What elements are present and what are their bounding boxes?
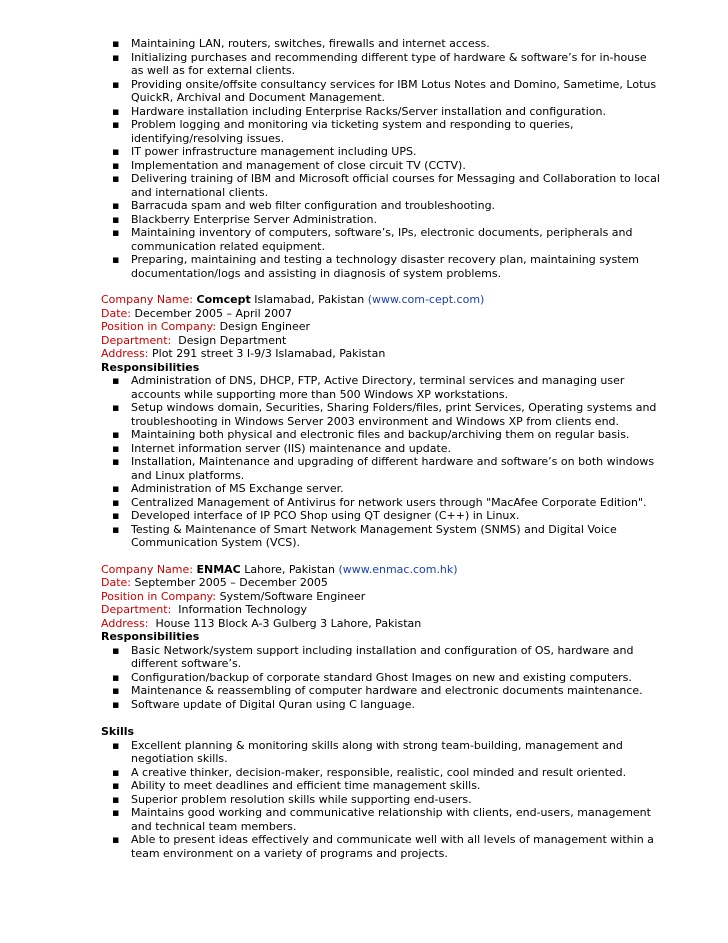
company-label: Company Name: — [101, 293, 193, 306]
company-label: Company Name: — [101, 562, 193, 576]
address-value: House 113 Block A-3 Gulberg 3 Lahore, Pakistan — [148, 616, 422, 630]
list-item: ▪ Administration of DNS, DHCP, FTP, Active Directory, terminal services and managing user accounts while supporting more than 500 Windows XP workstations. — [101, 374, 661, 401]
list-item: ▪ Maintains good working and communicative relationship with clients, end-users, management and technical team members. — [101, 806, 661, 833]
department-value: Design Department — [171, 333, 287, 347]
list-item: ▪ Initializing purchases and recommending different type of hardware & software’s for in-house as well as for external clients. — [101, 51, 661, 78]
list-item: ▪ IT power infrastructure management including UPS. — [101, 145, 661, 159]
company-location: Lahore, Pakistan — [240, 562, 339, 576]
address-value: Plot 291 street 3 I-9/3 Islamabad, Pakistan — [148, 347, 386, 360]
company-name: Comcept — [196, 293, 251, 306]
date-value: December 2005 – April 2007 — [131, 306, 293, 320]
skills-heading: Skills — [101, 725, 135, 738]
list-item: ▪ Basic Network/system support including installation and configuration of OS, hardware and different software’s. — [101, 644, 661, 671]
date-label: Date: — [101, 306, 131, 320]
address-line — [101, 347, 661, 361]
list-item: ▪ Implementation and management of close circuit TV (CCTV). — [101, 159, 661, 173]
address-line — [101, 617, 661, 631]
job-comcept — [101, 293, 661, 550]
department-label: Department: — [101, 603, 172, 616]
responsibilities-heading: Responsibilities — [101, 360, 200, 374]
list-item: ▪ Able to present ideas effectively and communicate well with all levels of management within a team environment on a variety of programs and projects. — [101, 833, 661, 860]
list-item: ▪ Software update of Digital Quran using C language. — [101, 698, 661, 712]
list-item: ▪ Centralized Management of Antivirus for network users through "MacAfee Corporate Edition". — [101, 496, 661, 510]
list-item: ▪ Maintaining LAN, routers, switches, firewalls and internet access. — [101, 37, 661, 51]
position-value: Design Engineer — [216, 320, 311, 333]
list-item: ▪ Developed interface of IP PCO Shop using QT designer (C++) in Linux. — [101, 509, 661, 523]
position-line — [101, 590, 661, 604]
position-value: System/Software Engineer — [216, 589, 366, 603]
address-label: Address: — [101, 616, 149, 630]
list-item: ▪ Internet information server (IIS) maintenance and update. — [101, 442, 661, 456]
list-item: ▪ Hardware installation including Enterprise Racks/Server installation and configuration. — [101, 105, 661, 119]
department-line — [101, 603, 661, 617]
list-item: ▪ Delivering training of IBM and Microsoft official courses for Messaging and Collaboration to local and international clients. — [101, 172, 661, 199]
list-item: ▪ Maintenance & reassembling of computer hardware and electronic documents maintenance. — [101, 684, 661, 698]
list-item: ▪ Administration of MS Exchange server. — [101, 482, 661, 496]
position-label: Position in Company: — [101, 320, 217, 333]
list-item: ▪ Problem logging and monitoring via ticketing system and responding to queries, identifying/resolving issues. — [101, 118, 661, 145]
skills-list — [101, 739, 661, 861]
list-item: ▪ Barracuda spam and web filter configuration and troubleshooting. — [101, 199, 661, 213]
address-label: Address: — [101, 347, 149, 360]
skills-section — [101, 725, 661, 860]
list-item: ▪ Testing & Maintenance of Smart Network Management System (SNMS) and Digital Voice Communication System (VCS). — [101, 523, 661, 550]
date-value: September 2005 – December 2005 — [131, 576, 328, 589]
job-enmac — [101, 563, 661, 712]
responsibilities-heading: Responsibilities — [101, 630, 200, 643]
position-label: Position in Company: — [101, 589, 217, 603]
position-line — [101, 320, 661, 334]
list-item: ▪ Providing onsite/offsite consultancy services for IBM Lotus Notes and Domino, Sametime, Lotus QuickR, Archival and Document Management. — [101, 78, 661, 105]
list-item: ▪ Ability to meet deadlines and efficient time management skills. — [101, 779, 661, 793]
list-item: ▪ Superior problem resolution skills while supporting end-users. — [101, 793, 661, 807]
company-url: (www.enmac.com.hk) — [338, 562, 458, 576]
department-value: Information Technology — [171, 603, 308, 616]
company-line — [101, 293, 661, 307]
date-line — [101, 307, 661, 321]
list-item: ▪ Maintaining inventory of computers, software’s, IPs, electronic documents, peripherals and communication related equipment. — [101, 226, 661, 253]
date-label: Date: — [101, 576, 131, 589]
department-line — [101, 334, 661, 348]
company-location: Islamabad, Pakistan — [250, 293, 368, 306]
list-item: ▪ A creative thinker, decision-maker, responsible, realistic, cool minded and result oriented. — [101, 766, 661, 780]
top-responsibilities-list — [101, 37, 661, 280]
company-line — [101, 563, 661, 577]
responsibilities-list — [101, 644, 661, 712]
list-item: ▪ Setup windows domain, Securities, Sharing Folders/files, print Services, Operating systems and troubleshooting in Windows Server 2003 environment and Windows XP from clients end. — [101, 401, 661, 428]
department-label: Department: — [101, 333, 172, 347]
responsibilities-list — [101, 374, 661, 550]
list-item: ▪ Installation, Maintenance and upgrading of different hardware and software’s on both windows and Linux platforms. — [101, 455, 661, 482]
list-item: ▪ Excellent planning & monitoring skills along with strong team-building, management and negotiation skills. — [101, 739, 661, 766]
list-item: ▪ Blackberry Enterprise Server Administration. — [101, 213, 661, 227]
resume-content — [101, 37, 661, 860]
date-line — [101, 576, 661, 590]
list-item: ▪ Maintaining both physical and electronic files and backup/archiving them on regular basis. — [101, 428, 661, 442]
list-item: ▪ Configuration/backup of corporate standard Ghost Images on new and existing computers. — [101, 671, 661, 685]
company-name: ENMAC — [196, 562, 241, 576]
company-url: (www.com-cept.com) — [367, 293, 485, 306]
list-item: ▪ Preparing, maintaining and testing a technology disaster recovery plan, maintaining system documentation/logs and assisting in diagnosis of system problems. — [101, 253, 661, 280]
